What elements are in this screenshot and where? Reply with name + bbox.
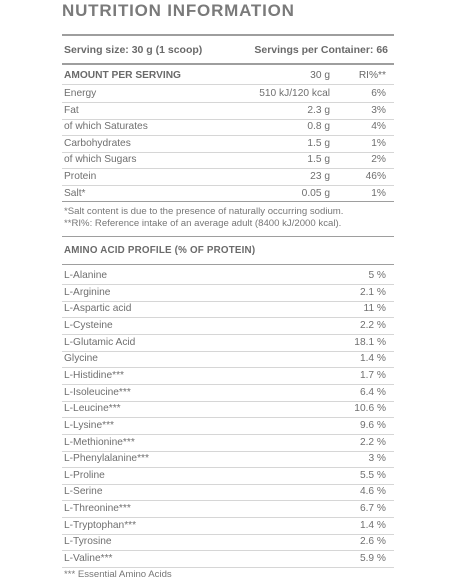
- nutrient-label: Energy: [64, 88, 97, 99]
- amino-pct: 6.4 %: [359, 386, 386, 398]
- nutrient-label: of which Saturates: [64, 121, 148, 133]
- nutrition-row: [62, 118, 394, 136]
- serving-size: Serving size: 30 g (1 scoop): [64, 44, 203, 56]
- amino-row: [62, 317, 394, 335]
- page-title: NUTRITION INFORMATION: [62, 1, 295, 20]
- nutrition-row: [62, 85, 394, 103]
- amino-section-title: AMINO ACID PROFILE (% OF PROTEIN): [64, 245, 256, 256]
- amino-row: [62, 367, 394, 385]
- nutrient-qty: 0.05 g: [301, 187, 330, 199]
- amino-pct: 5.9 %: [359, 553, 386, 565]
- nutrient-qty: 510 kJ/120 kcal: [259, 88, 330, 99]
- amino-pct: 1.4 %: [359, 353, 386, 365]
- amino-top-divider: [62, 236, 394, 237]
- amino-row: [62, 550, 394, 568]
- amino-pct: 2.2 %: [359, 436, 386, 448]
- serving-divider: [62, 63, 394, 65]
- header-qty: 30 g: [310, 70, 330, 81]
- amino-pct: 1.4 %: [359, 519, 386, 531]
- amino-pct: 5.5 %: [359, 469, 386, 481]
- amino-pct: 11 %: [363, 303, 386, 315]
- amino-label: L-Phenylalanine***: [64, 453, 149, 465]
- amino-row: [62, 500, 394, 518]
- nutrient-qty: 1.5 g: [307, 137, 330, 149]
- amino-label: L-Alanine: [64, 270, 108, 281]
- salt-note: *Salt content is due to the presence of naturally occurring sodium.: [64, 206, 344, 217]
- essential-footnote: *** Essential Amino Acids: [64, 569, 172, 580]
- nutrient-ri: 2%: [371, 154, 386, 166]
- nutrient-ri: 46%: [365, 171, 386, 182]
- amino-pct: 10.6 %: [354, 403, 386, 415]
- amino-label: L-Proline: [64, 469, 105, 481]
- amino-label: L-Cysteine: [64, 319, 113, 331]
- amino-row: [62, 284, 394, 302]
- nutrition-row: [62, 151, 394, 169]
- header-label: AMOUNT PER SERVING: [64, 70, 181, 81]
- nutrient-ri: 1%: [371, 137, 386, 149]
- nutrient-qty: 0.8 g: [307, 121, 330, 133]
- nutrient-label: Salt*: [64, 187, 86, 199]
- amino-label: L-Arginine: [64, 286, 111, 298]
- amino-pct: 3 %: [368, 453, 386, 465]
- amino-pct: 2.2 %: [359, 319, 386, 331]
- amino-pct: 4.6 %: [359, 486, 386, 498]
- amino-label: L-Aspartic acid: [64, 303, 132, 315]
- amino-label: L-Leucine***: [64, 403, 121, 415]
- amino-label: L-Glutamic Acid: [64, 336, 136, 348]
- ri-note: **RI%: Reference intake of an average adult (8400 kJ/2000 kcal).: [64, 218, 342, 229]
- amino-row: [62, 350, 394, 368]
- amino-pct: 18.1 %: [354, 336, 386, 348]
- nutrient-ri: 6%: [371, 88, 386, 99]
- amino-row: [62, 334, 394, 352]
- amino-label: L-Histidine***: [64, 369, 125, 381]
- nutrient-label: Fat: [64, 104, 79, 116]
- amino-row: [62, 483, 394, 501]
- nutrition-row: [62, 185, 394, 202]
- amino-row: [62, 467, 394, 485]
- nutrient-ri: 3%: [371, 104, 386, 116]
- amino-title-divider: [62, 264, 394, 265]
- nutrition-header-row: [62, 67, 394, 85]
- amino-pct: 2.6 %: [359, 536, 386, 548]
- amino-row: [62, 400, 394, 418]
- nutrient-label: Protein: [64, 171, 97, 182]
- amino-label: L-Tryptophan***: [64, 519, 137, 531]
- amino-label: L-Tyrosine: [64, 536, 112, 548]
- amino-row: [62, 434, 394, 452]
- nutrient-qty: 23 g: [310, 171, 330, 182]
- amino-label: L-Isoleucine***: [64, 386, 131, 398]
- nutrient-qty: 2.3 g: [307, 104, 330, 116]
- amino-row: [62, 533, 394, 551]
- amino-label: L-Threonine***: [64, 503, 131, 515]
- nutrition-row: [62, 135, 394, 153]
- nutrition-bottom-divider: [62, 201, 394, 202]
- amino-label: L-Serine: [64, 486, 103, 498]
- amino-row: [62, 267, 394, 285]
- amino-pct: 5 %: [368, 270, 386, 281]
- amino-label: Glycine: [64, 353, 98, 365]
- amino-row: [62, 450, 394, 468]
- amino-row: [62, 517, 394, 535]
- amino-row: [62, 384, 394, 402]
- amino-row: [62, 300, 394, 318]
- nutrition-row: [62, 168, 394, 186]
- nutrient-ri: 4%: [371, 121, 386, 133]
- servings-per-container: Servings per Container: 66: [254, 44, 388, 56]
- amino-label: L-Lysine***: [64, 419, 115, 431]
- amino-label: L-Valine***: [64, 553, 113, 565]
- nutrient-ri: 1%: [371, 187, 386, 199]
- nutrient-label: Carbohydrates: [64, 137, 131, 149]
- nutrition-row: [62, 102, 394, 120]
- nutrient-qty: 1.5 g: [307, 154, 330, 166]
- amino-pct: 2.1 %: [359, 286, 386, 298]
- header-ri: RI%**: [358, 70, 386, 81]
- amino-pct: 9.6 %: [359, 419, 386, 431]
- amino-pct: 1.7 %: [359, 369, 386, 381]
- top-divider: [62, 34, 394, 36]
- amino-pct: 6.7 %: [359, 503, 386, 515]
- amino-label: L-Methionine***: [64, 436, 135, 448]
- nutrient-label: of which Sugars: [64, 154, 137, 166]
- amino-row: [62, 417, 394, 435]
